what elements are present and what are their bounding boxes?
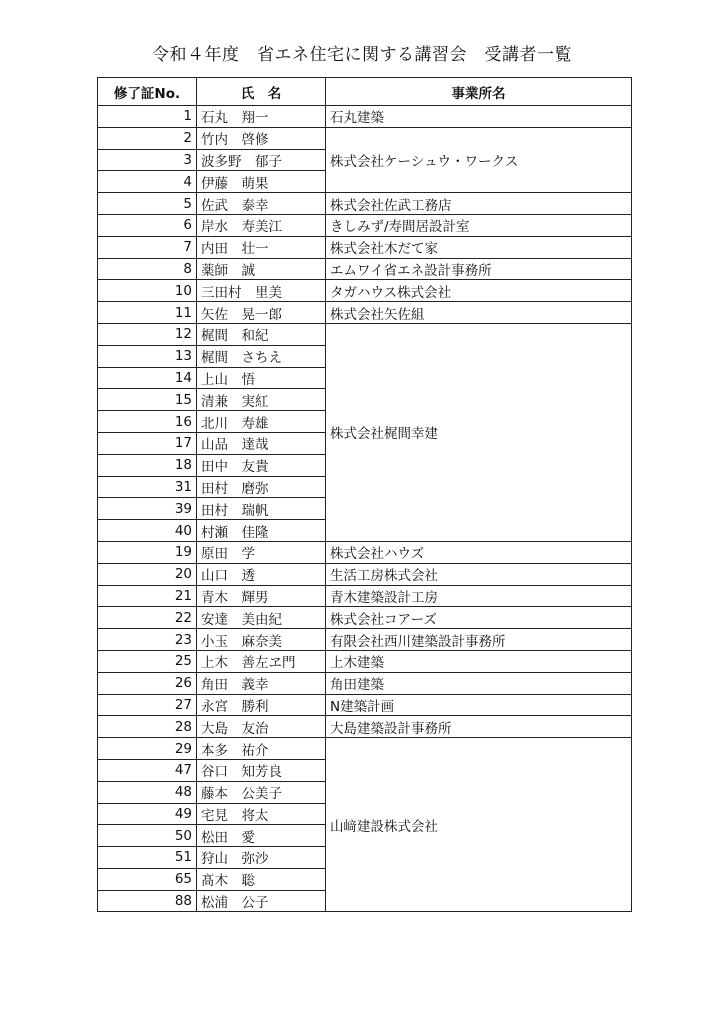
attendee-table [97,77,632,912]
attendee-name-cell: 石丸 翔一 [197,106,326,128]
office-name-cell: 青木建築設計工房 [326,585,632,607]
office-name-cell: 上木建築 [326,650,632,672]
attendee-name-cell: 青木 輝男 [197,585,326,607]
certificate-no-cell: 8 [98,258,197,280]
certificate-no-cell: 2 [98,127,197,149]
certificate-no-cell: 16 [98,411,197,433]
attendee-name-cell: 髙木 聡 [197,868,326,890]
attendee-name-cell: 角田 義幸 [197,672,326,694]
office-name-cell: 株式会社佐武工務店 [326,193,632,215]
attendee-name-cell: 安達 美由紀 [197,607,326,629]
attendee-name-cell: 山品 達哉 [197,432,326,454]
attendee-name-cell: 波多野 郁子 [197,149,326,171]
attendee-name-cell: 本多 祐介 [197,738,326,760]
table-row [98,236,632,258]
attendee-name-cell: 梶間 和紀 [197,323,326,345]
certificate-no-cell: 11 [98,302,197,324]
certificate-no-cell: 29 [98,738,197,760]
office-name-cell: 株式会社ケーシュウ・ワークス [326,127,632,192]
table-row [98,541,632,563]
table-row [98,193,632,215]
certificate-no-cell: 39 [98,498,197,520]
certificate-no-cell: 12 [98,323,197,345]
attendee-name-cell: 永宮 勝利 [197,694,326,716]
certificate-no-cell: 31 [98,476,197,498]
attendee-name-cell: 梶間 さちえ [197,345,326,367]
header-row [98,78,632,106]
attendee-name-cell: 松田 愛 [197,825,326,847]
table-row [98,280,632,302]
certificate-no-cell: 1 [98,106,197,128]
office-name-cell: 角田建築 [326,672,632,694]
header-office: 事業所名 [326,78,632,106]
table-row [98,214,632,236]
certificate-no-cell: 48 [98,781,197,803]
table-row [98,672,632,694]
office-name-cell: 大島建築設計事務所 [326,716,632,738]
table-row [98,629,632,651]
certificate-no-cell: 27 [98,694,197,716]
certificate-no-cell: 40 [98,520,197,542]
attendee-name-cell: 伊藤 萌果 [197,171,326,193]
certificate-no-cell: 7 [98,236,197,258]
attendee-name-cell: 田村 瑞帆 [197,498,326,520]
table-row [98,607,632,629]
attendee-name-cell: 薬師 誠 [197,258,326,280]
certificate-no-cell: 10 [98,280,197,302]
attendee-name-cell: 村瀬 佳隆 [197,520,326,542]
attendee-name-cell: 竹内 啓修 [197,127,326,149]
office-name-cell: 株式会社矢佐組 [326,302,632,324]
table-row [98,738,632,760]
attendee-name-cell: 三田村 里美 [197,280,326,302]
office-name-cell: 有限会社西川建築設計事務所 [326,629,632,651]
certificate-no-cell: 4 [98,171,197,193]
certificate-no-cell: 28 [98,716,197,738]
office-name-cell: きしみず/寿間居設計室 [326,214,632,236]
certificate-no-cell: 49 [98,803,197,825]
office-name-cell: 山﨑建設株式会社 [326,738,632,912]
attendee-name-cell: 田村 磨弥 [197,476,326,498]
office-name-cell: 株式会社コアーズ [326,607,632,629]
table-row [98,258,632,280]
certificate-no-cell: 21 [98,585,197,607]
table-row [98,563,632,585]
table-row [98,323,632,345]
table-header [98,78,632,106]
office-name-cell: 株式会社ハウズ [326,541,632,563]
attendee-name-cell: 岸水 寿美江 [197,214,326,236]
certificate-no-cell: 19 [98,541,197,563]
attendee-name-cell: 藤本 公美子 [197,781,326,803]
office-name-cell: 株式会社木だて家 [326,236,632,258]
table-row [98,650,632,672]
attendee-name-cell: 大島 友治 [197,716,326,738]
attendee-name-cell: 狩山 弥沙 [197,847,326,869]
attendee-name-cell: 田中 友貴 [197,454,326,476]
certificate-no-cell: 20 [98,563,197,585]
certificate-no-cell: 15 [98,389,197,411]
attendee-name-cell: 松浦 公子 [197,890,326,912]
certificate-no-cell: 18 [98,454,197,476]
header-certificate-no: 修了証No. [98,78,197,106]
table-row [98,585,632,607]
attendee-name-cell: 佐武 泰幸 [197,193,326,215]
attendee-name-cell: 上木 善左ヱ門 [197,650,326,672]
attendee-name-cell: 矢佐 晃一郎 [197,302,326,324]
table-row [98,716,632,738]
attendee-name-cell: 北川 寿雄 [197,411,326,433]
certificate-no-cell: 13 [98,345,197,367]
attendee-name-cell: 宅見 将太 [197,803,326,825]
certificate-no-cell: 47 [98,759,197,781]
office-name-cell: タガハウス株式会社 [326,280,632,302]
attendee-name-cell: 谷口 知芳良 [197,759,326,781]
certificate-no-cell: 25 [98,650,197,672]
attendee-name-cell: 清兼 実紅 [197,389,326,411]
attendee-name-cell: 原田 学 [197,541,326,563]
table-row [98,302,632,324]
office-name-cell: 石丸建築 [326,106,632,128]
table-row [98,106,632,128]
office-name-cell: N建築計画 [326,694,632,716]
certificate-no-cell: 51 [98,847,197,869]
certificate-no-cell: 3 [98,149,197,171]
office-name-cell: 株式会社梶間幸建 [326,323,632,541]
office-name-cell: 生活工房株式会社 [326,563,632,585]
certificate-no-cell: 65 [98,868,197,890]
attendee-name-cell: 小玉 麻奈美 [197,629,326,651]
table-body [98,106,632,912]
certificate-no-cell: 26 [98,672,197,694]
certificate-no-cell: 17 [98,432,197,454]
attendee-name-cell: 内田 壮一 [197,236,326,258]
certificate-no-cell: 5 [98,193,197,215]
page-title: 令和４年度 省エネ住宅に関する講習会 受講者一覧 [152,45,572,65]
certificate-no-cell: 6 [98,214,197,236]
header-name: 氏 名 [197,78,326,106]
table-row [98,127,632,149]
certificate-no-cell: 22 [98,607,197,629]
attendee-name-cell: 上山 悟 [197,367,326,389]
certificate-no-cell: 14 [98,367,197,389]
certificate-no-cell: 23 [98,629,197,651]
attendee-name-cell: 山口 透 [197,563,326,585]
table-row [98,694,632,716]
office-name-cell: エムワイ省エネ設計事務所 [326,258,632,280]
certificate-no-cell: 50 [98,825,197,847]
certificate-no-cell: 88 [98,890,197,912]
